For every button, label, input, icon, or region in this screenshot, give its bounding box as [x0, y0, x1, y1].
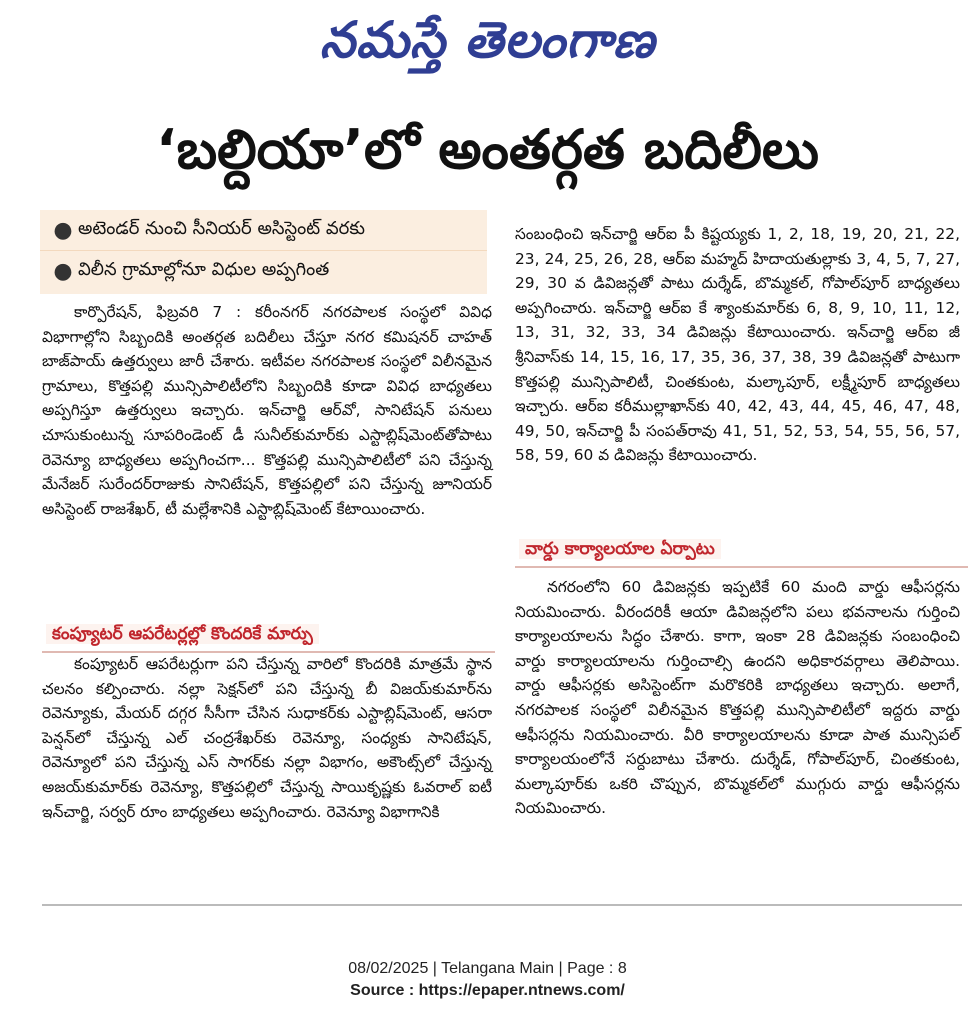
highlight-item	[40, 210, 487, 251]
subheading-text: కంప్యూటర్ ఆపరేటర్లల్లో కొందరికే మార్పు	[46, 624, 319, 644]
edition-info: 08/02/2025 | Telangana Main | Page : 8	[348, 960, 627, 977]
article-headline: ‘బల్దియా’లో అంతర్గత బదిలీలు	[156, 118, 819, 181]
subheading-text: వార్డు కార్యాలయాల ఏర్పాటు	[519, 539, 721, 559]
newspaper-masthead: నమస్తే తెలంగాణ	[319, 10, 656, 69]
highlight-text: అటెండర్ నుంచి సీనియర్ అసిస్టెంట్ వరకు	[78, 217, 365, 239]
subheading-ward-offices	[515, 532, 968, 568]
article-column-right-top	[515, 222, 960, 468]
article-column-left-bottom	[42, 652, 492, 824]
subheading-computer-operators	[42, 617, 495, 653]
source-link[interactable]: Source : https://epaper.ntnews.com/	[350, 982, 625, 999]
article-paragraph: సంబంధించి ఇన్‌చార్జి ఆర్‌ఐ పీ కిష్టయ్యకు 1, 2, 18, 19, 20, 21, 22, 23, 24, 25, 26, 28, ఆర్‌ఐ మహ్మద్ హిదాయతుల్లాకు 3, 4, 5, 7, 27, 29, 30 వ డివిజన్లతో పాటు దుర్శేడ్, బొమ్మకల్, గోపాల్‌పూర్ బాధ్యతలు అప్పగించారు. ఇన్‌చార్జి ఆర్‌ఐ కే శ్యాంకుమార్‌కు 6, 8, 9, 10, 11, 12, 13, 31, 32, 33, 34 డివిజన్లు కేటాయించారు. ఇన్‌చార్జి ఆర్‌ఐ జీ శ్రీనివాస్‌కు 14, 15, 16, 17, 35, 36, 37, 38, 39 డివిజన్లతో పాటుగా కొత్తపల్లి మున్సిపాలిటీ, చింతకుంట, మల్కాపూర్, లక్ష్మీపూర్ బాధ్యతలు ఇచ్చారు. ఆర్‌ఐ కరీముల్లాఖాన్‌కు 40, 42, 43, 44, 45, 46, 47, 48, 49, 50, ఇన్‌చార్జి పీ సంపత్‌రావు 41, 51, 52, 53, 54, 55, 56, 57, 58, 59, 60 వ డివిజన్లు కేటాయించారు.	[515, 225, 960, 465]
article-paragraph: నగరంలోని 60 డివిజన్లకు ఇప్పటికే 60 మంది వార్డు ఆఫీసర్లను నియమించారు. వీరందరికీ ఆయా డివిజన్లలోని పలు భవనాలను గుర్తించి కార్యాలయాలను సిద్ధం చేశారు. కాగా, ఇంకా 28 డివిజన్లకు సంబంధించి వార్డు కార్యాలయాలను గుర్తించాల్సి ఉందని అధికారవర్గాలు తెలిపాయి. వార్డు ఆఫీసర్లకు అసిస్టెంట్‌గా మరొకరికి బాధ్యతలు ఇచ్చారు. అలాగే, నగరపాలక సంస్థలో విలీనమైన కొత్తపల్లి మున్సిపాలిటీలో ఇద్దరు వార్డు ఆఫీసర్లను నియమించారు. వీరి కార్యాలయాలను కూడా పాత మున్సిపల్ కార్యాలయంలోనే సర్దుబాటు చేశారు. దుర్శేడ్, గోపాల్‌పూర్, చింతకుంట, మల్కాపూర్‌కు ఒకరి చొప్పున, బొమ్మకల్‌లో ముగ్గురు వార్డు ఆఫీసర్లను నియమించారు.	[515, 578, 960, 818]
bullet-icon: ●	[53, 258, 73, 284]
article-column-left-top	[42, 300, 492, 521]
highlight-text: విలీన గ్రామాల్లోనూ విధుల అప్పగింత	[78, 258, 330, 280]
article-paragraph: కంప్యూటర్ ఆపరేటర్లుగా పని చేస్తున్న వారిలో కొందరికి మాత్రమే స్థాన చలనం కల్పించారు. నల్లా సెక్షన్‌లో పని చేస్తున్న బీ విజయ్‌కుమార్‌ను రెవెన్యూకు, మేయర్ దగ్గర సీసీగా చేసిన సుధాకర్‌కు ఎస్టాబ్లిష్‌మెంట్, ఆసరా పెన్షన్‌లో చేస్తున్న ఎల్ చంద్రశేఖర్‌కు రెవెన్యూ, సంధ్యకు సానిటేషన్, రెవెన్యూలో పని చేస్తున్న ఎస్ సాగర్‌కు నల్లా విభాగం, అకౌంట్స్‌లో చేస్తున్న అజయ్‌కుమార్‌కు రెవెన్యూ, కొత్తపల్లిలో చేస్తున్న సాయికృష్ణకు ఓవరాల్ ఐటీ ఇన్‌చార్జి, సర్వర్ రూం బాధ్యతలు అప్పగించారు. రెవెన్యూ విభాగానికి	[42, 655, 492, 821]
bullet-icon: ●	[53, 217, 73, 243]
highlight-item	[40, 251, 487, 291]
highlight-box	[40, 210, 487, 294]
page-footer	[0, 958, 975, 1002]
footer-divider	[42, 904, 962, 906]
article-column-right-bottom	[515, 575, 960, 821]
article-paragraph: కార్పొరేషన్, ఫిబ్రవరి 7 : కరీంనగర్ నగరపాలక సంస్థలో వివిధ విభాగాల్లోని సిబ్బందికి అంతర్గత బదిలీలు చేస్తూ నగర కమిషనర్ చాహత్ బాజ్‌పాయ్ ఉత్తర్వులు జారీ చేశారు. ఇటీవల నగరపాలక సంస్థలో విలీనమైన గ్రామాలు, కొత్తపల్లి మున్సిపాలిటీలోని సిబ్బందికి కూడా వివిధ బాధ్యతలు అప్పగిస్తూ ఉత్తర్వులు ఇచ్చారు. ఇన్‌చార్జి ఆర్‌వో, సానిటేషన్ పనులు చూసుకుంటున్న సూపరిండెంట్ డీ సునీల్‌కుమార్‌కు ఎస్టాబ్లిష్‌మెంట్‌తోపాటు రెవెన్యూ బాధ్యతలు అప్పగించగా... కొత్తపల్లి మున్సిపాలిటీలో పని చేస్తున్న మేనేజర్ సురేందర్‌రాజుకు సానిటేషన్, కొత్తపల్లిలో పని చేస్తున్న జూనియర్ అసిస్టెంట్ రాజశేఖర్, టీ మల్లేశానికి ఎస్టాబ్లిష్‌మెంట్ కేటాయించారు.	[42, 303, 492, 518]
